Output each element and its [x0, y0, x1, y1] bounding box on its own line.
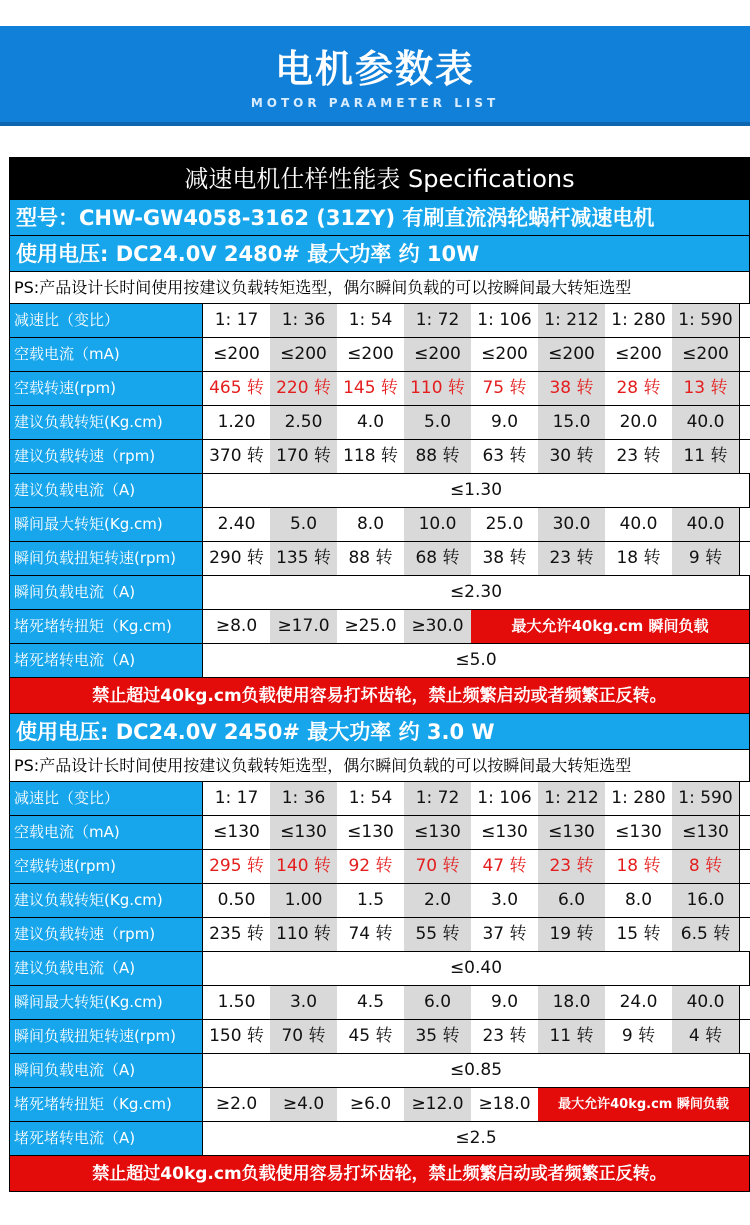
value-cell: 63 转 — [482, 446, 527, 466]
value-cell: 1: 36 — [270, 782, 337, 815]
value-cell: ≥25.0 — [344, 616, 397, 636]
value-cell: 1: 36 — [270, 304, 337, 337]
peak-speed-row — [9, 1020, 750, 1054]
value-cell: 1: 590 — [672, 782, 740, 815]
value-cell: 1.20 — [217, 412, 256, 432]
merged-value: ≤0.85 — [203, 1054, 750, 1087]
value-cell: 9 转 — [672, 542, 740, 575]
value-cell: ≥18.0 — [478, 1094, 531, 1114]
row-label: 瞬间负载扭矩转速(rpm) — [9, 542, 203, 575]
row-label: 空载转速(rpm) — [9, 372, 203, 405]
row-label: 建议负载转矩(Kg.cm) — [9, 406, 203, 439]
value-cell: 40.0 — [672, 508, 740, 541]
value-cell: 11 转 — [538, 1020, 605, 1053]
spec-blocks — [9, 236, 750, 1192]
value-cell: 110 转 — [270, 918, 337, 951]
merged-value: ≤2.5 — [203, 1122, 750, 1155]
value-cell: 9.0 — [490, 412, 519, 432]
row-label: 建议负载转矩(Kg.cm) — [9, 884, 203, 917]
model-heading: 型号：CHW-GW4058-3162 (31ZY) 有刷直流涡轮蜗杆减速电机 — [9, 200, 750, 236]
value-cell: ≥4.0 — [270, 1088, 337, 1121]
value-cell: ≥30.0 — [404, 610, 471, 643]
value-cell: 5.0 — [270, 508, 337, 541]
value-cell: ≤130 — [538, 816, 605, 849]
peak-speed-row — [9, 542, 750, 576]
value-cell: 4.5 — [356, 992, 385, 1012]
value-cell: 0.50 — [217, 890, 256, 910]
value-cell: 35 转 — [404, 1020, 471, 1053]
row-label: 建议负载转速（rpm) — [9, 918, 203, 951]
ps-note: PS:产品设计长时间使用按建议负载转矩选型，偶尔瞬间负载的可以按瞬间最大转矩选型 — [9, 272, 750, 304]
rated-current-row — [9, 952, 750, 986]
value-cell: 11 转 — [672, 440, 740, 473]
stall-torque-row — [9, 610, 750, 644]
value-cell: ≤130 — [213, 822, 260, 842]
table-title: 减速电机仕样性能表 Specifications — [9, 157, 750, 200]
value-cell: 295 转 — [209, 856, 264, 876]
value-cell: 1: 280 — [611, 788, 666, 808]
value-cell: ≥12.0 — [404, 1088, 471, 1121]
value-cell: 1.00 — [270, 884, 337, 917]
row-label: 建议负载电流（A) — [9, 474, 203, 507]
row-label: 瞬间最大转矩(Kg.cm) — [9, 986, 203, 1019]
value-cell: 3.0 — [270, 986, 337, 1019]
value-cell: 3.0 — [490, 890, 519, 910]
value-cell: 290 转 — [209, 548, 264, 568]
value-cell: 30 转 — [538, 440, 605, 473]
row-label: 减速比（变比） — [9, 782, 203, 815]
value-cell: 4.0 — [356, 412, 385, 432]
peak-torque-row — [9, 986, 750, 1020]
rated-current-row — [9, 474, 750, 508]
value-cell: 55 转 — [404, 918, 471, 951]
value-cell: 6.0 — [404, 986, 471, 1019]
voltage-heading: 使用电压: DC24.0V 2480# 最大功率 约 10W — [9, 236, 750, 272]
page-title: 电机参数表 — [274, 47, 475, 91]
stall-warning: 最大允许40kg.cm 瞬间负载 — [471, 610, 750, 643]
value-cell: ≤130 — [481, 822, 528, 842]
value-cell: ≥17.0 — [270, 610, 337, 643]
value-cell: 88 转 — [348, 548, 393, 568]
value-cell: 25.0 — [485, 514, 524, 534]
value-cell: 1: 54 — [348, 310, 393, 330]
value-cell: 45 转 — [348, 1026, 393, 1046]
value-cell: 15.0 — [538, 406, 605, 439]
no-load-speed-row — [9, 372, 750, 406]
value-cell: 1: 72 — [404, 782, 471, 815]
value-cell: ≤130 — [270, 816, 337, 849]
page-subtitle: MOTOR PARAMETER LIST — [250, 96, 500, 110]
value-cell: 1: 590 — [672, 304, 740, 337]
no-load-speed-row — [9, 850, 750, 884]
row-label: 建议负载转速（rpm) — [9, 440, 203, 473]
value-cell: 9.0 — [490, 992, 519, 1012]
value-cell: 370 转 — [209, 446, 264, 466]
value-cell: 235 转 — [209, 924, 264, 944]
value-cell: 9 转 — [621, 1026, 656, 1046]
merged-value: ≤0.40 — [203, 952, 750, 985]
rated-torque-row — [9, 884, 750, 918]
row-label: 堵死堵转电流（A) — [9, 1122, 203, 1155]
value-cell: 4 转 — [672, 1020, 740, 1053]
value-cell: 465 转 — [209, 378, 264, 398]
value-cell: 1: 212 — [538, 782, 605, 815]
voltage-heading: 使用电压: DC24.0V 2450# 最大功率 约 3.0 W — [9, 714, 750, 750]
row-label: 瞬间负载扭矩转速(rpm) — [9, 1020, 203, 1053]
merged-value: ≤1.30 — [203, 474, 750, 507]
value-cell: ≤200 — [615, 344, 662, 364]
ratio-row — [9, 304, 750, 338]
value-cell: 1: 106 — [477, 788, 532, 808]
value-cell: 18 转 — [616, 856, 661, 876]
value-cell: 13 转 — [672, 372, 740, 405]
value-cell: 24.0 — [619, 992, 658, 1012]
value-cell: 92 转 — [348, 856, 393, 876]
value-cell: ≥6.0 — [349, 1094, 392, 1114]
row-label: 空载电流（mA) — [9, 816, 203, 849]
value-cell: 37 转 — [482, 924, 527, 944]
ratio-row — [9, 782, 750, 816]
value-cell: 23 转 — [616, 446, 661, 466]
no-load-current-row — [9, 816, 750, 850]
value-cell: 38 转 — [482, 548, 527, 568]
stall-warning: 最大允许40kg.cm 瞬间负载 — [538, 1088, 750, 1121]
value-cell: 1.5 — [356, 890, 385, 910]
stall-current-row — [9, 644, 750, 678]
value-cell: 8.0 — [356, 514, 385, 534]
value-cell: 47 转 — [482, 856, 527, 876]
value-cell: 16.0 — [672, 884, 740, 917]
value-cell: 1: 212 — [538, 304, 605, 337]
row-label: 空载电流（mA) — [9, 338, 203, 371]
value-cell: ≥8.0 — [215, 616, 258, 636]
value-cell: 20.0 — [619, 412, 658, 432]
value-cell: 70 转 — [270, 1020, 337, 1053]
value-cell: 1: 17 — [214, 310, 259, 330]
spec-sheet — [9, 157, 750, 1192]
ps-note: PS:产品设计长时间使用按建议负载转矩选型，偶尔瞬间负载的可以按瞬间最大转矩选型 — [9, 750, 750, 782]
value-cell: 23 转 — [538, 542, 605, 575]
value-cell: 75 转 — [482, 378, 527, 398]
banner-divider — [0, 122, 750, 126]
value-cell: 28 转 — [616, 378, 661, 398]
row-label: 瞬间负载电流（A) — [9, 576, 203, 609]
value-cell: ≤130 — [347, 822, 394, 842]
value-cell: ≤130 — [404, 816, 471, 849]
value-cell: 38 转 — [538, 372, 605, 405]
value-cell: ≤200 — [347, 344, 394, 364]
value-cell: 18 转 — [616, 548, 661, 568]
stall-torque-row — [9, 1088, 750, 1122]
value-cell: 145 转 — [343, 378, 398, 398]
value-cell: ≤200 — [672, 338, 740, 371]
value-cell: 140 转 — [270, 850, 337, 883]
value-cell: ≤200 — [213, 344, 260, 364]
rated-torque-row — [9, 406, 750, 440]
value-cell: 70 转 — [404, 850, 471, 883]
row-label: 减速比（变比） — [9, 304, 203, 337]
value-cell: 1: 17 — [214, 788, 259, 808]
value-cell: 8.0 — [624, 890, 653, 910]
value-cell: 1: 280 — [611, 310, 666, 330]
value-cell: ≤130 — [672, 816, 740, 849]
value-cell: 1: 106 — [477, 310, 532, 330]
value-cell: 150 转 — [209, 1026, 264, 1046]
value-cell: 6.5 转 — [672, 918, 740, 951]
peak-torque-row — [9, 508, 750, 542]
value-cell: 220 转 — [270, 372, 337, 405]
row-label: 空载转速(rpm) — [9, 850, 203, 883]
rated-speed-row — [9, 440, 750, 474]
peak-current-row — [9, 576, 750, 610]
value-cell: 135 转 — [270, 542, 337, 575]
value-cell: 170 转 — [270, 440, 337, 473]
value-cell: ≤200 — [404, 338, 471, 371]
value-cell: 40.0 — [672, 406, 740, 439]
merged-value: ≤2.30 — [203, 576, 750, 609]
row-label: 瞬间负载电流（A) — [9, 1054, 203, 1087]
value-cell: ≤130 — [615, 822, 662, 842]
value-cell: 23 转 — [482, 1026, 527, 1046]
value-cell: 5.0 — [404, 406, 471, 439]
value-cell: 1: 54 — [348, 788, 393, 808]
row-label: 建议负载电流（A) — [9, 952, 203, 985]
warning-banner: 禁止超过40kg.cm负载使用容易打坏齿轮，禁止频繁启动或者频繁正反转。 — [9, 1156, 750, 1192]
value-cell: 23 转 — [538, 850, 605, 883]
row-label: 堵死堵转扭矩（Kg.cm) — [9, 610, 203, 643]
merged-value: ≤5.0 — [203, 644, 750, 677]
warning-banner: 禁止超过40kg.cm负载使用容易打坏齿轮，禁止频繁启动或者频繁正反转。 — [9, 678, 750, 714]
value-cell: 110 转 — [404, 372, 471, 405]
value-cell: 68 转 — [404, 542, 471, 575]
value-cell: ≤200 — [481, 344, 528, 364]
header-banner — [0, 26, 750, 122]
value-cell: 6.0 — [538, 884, 605, 917]
row-label: 瞬间最大转矩(Kg.cm) — [9, 508, 203, 541]
value-cell: 88 转 — [404, 440, 471, 473]
value-cell: 15 转 — [616, 924, 661, 944]
peak-current-row — [9, 1054, 750, 1088]
value-cell: ≤200 — [538, 338, 605, 371]
value-cell: 74 转 — [348, 924, 393, 944]
value-cell: ≥2.0 — [215, 1094, 258, 1114]
row-label: 堵死堵转扭矩（Kg.cm) — [9, 1088, 203, 1121]
value-cell: 40.0 — [619, 514, 658, 534]
value-cell: 118 转 — [343, 446, 398, 466]
value-cell: ≤200 — [270, 338, 337, 371]
row-label: 堵死堵转电流（A) — [9, 644, 203, 677]
value-cell: 1.50 — [217, 992, 256, 1012]
rated-speed-row — [9, 918, 750, 952]
value-cell: 10.0 — [404, 508, 471, 541]
value-cell: 18.0 — [538, 986, 605, 1019]
value-cell: 40.0 — [672, 986, 740, 1019]
stall-current-row — [9, 1122, 750, 1156]
no-load-current-row — [9, 338, 750, 372]
value-cell: 8 转 — [672, 850, 740, 883]
value-cell: 2.40 — [217, 514, 256, 534]
value-cell: 2.50 — [270, 406, 337, 439]
value-cell: 30.0 — [538, 508, 605, 541]
value-cell: 1: 72 — [404, 304, 471, 337]
value-cell: 2.0 — [404, 884, 471, 917]
value-cell: 19 转 — [538, 918, 605, 951]
